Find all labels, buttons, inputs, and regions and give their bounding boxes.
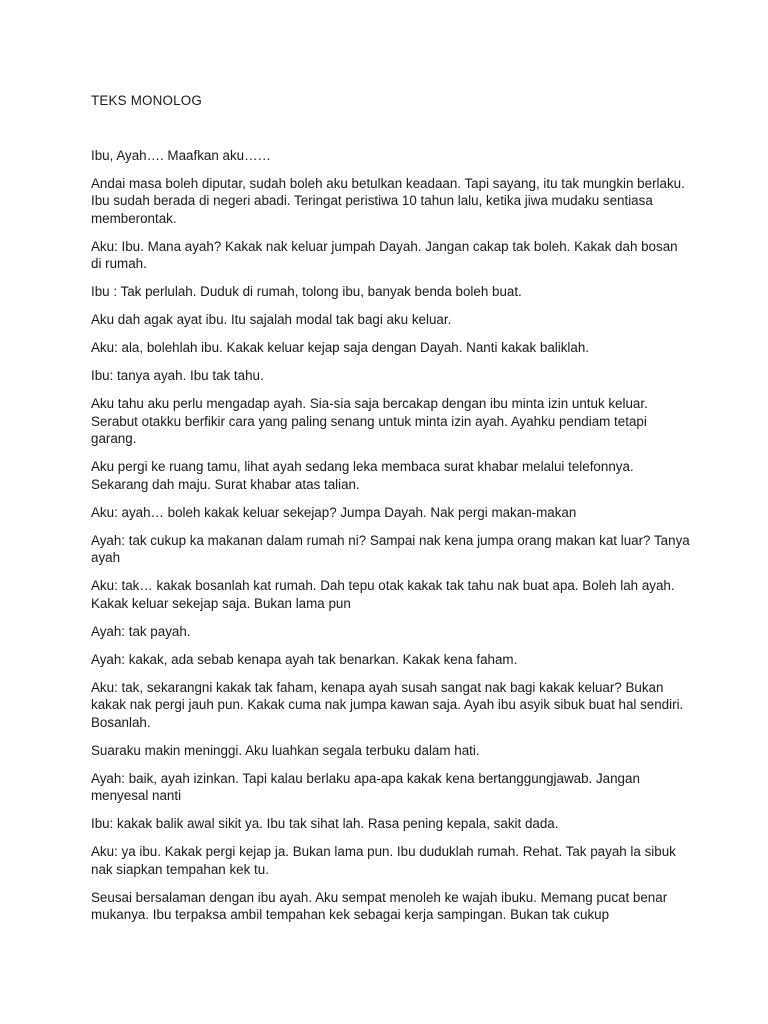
paragraph: Ibu: tanya ayah. Ibu tak tahu. [91,368,264,383]
paragraph: Aku: ya ibu. Kakak pergi kejap ja. Bukan lama pun. Ibu duduklah rumah. Rehat. Tak payah la sibuk nak siapkan tempahan kek tu. [91,844,676,877]
paragraph: Aku: ala, bolehlah ibu. Kakak keluar kejap saja dengan Dayah. Nanti kakak baliklah. [91,340,589,355]
paragraph: Aku pergi ke ruang tamu, lihat ayah sedang leka membaca surat khabar melalui telefonnya. Sekarang dah maju. Surat khabar atas talian. [91,459,634,492]
paragraph: Ibu: kakak balik awal sikit ya. Ibu tak sihat lah. Rasa pening kepala, sakit dada. [91,816,559,831]
paragraph: Ayah: tak cukup ka makanan dalam rumah ni? Sampai nak kena jumpa orang makan kat luar? Tanya ayah [91,532,690,565]
paragraph: Ayah: tak payah. [91,623,191,639]
paragraph: Aku: Ibu. Mana ayah? Kakak nak keluar jumpah Dayah. Jangan cakap tak boleh. Kakak dah bosan di rumah. [91,238,678,271]
paragraph: Aku: ayah… boleh kakak keluar sekejap? Jumpa Dayah. Nak pergi makan-makan [91,504,577,520]
paragraph: Suaraku makin meninggi. Aku luahkan segala terbuku dalam hati. [91,742,480,758]
paragraph: Aku dah agak ayat ibu. Itu sajalah modal tak bagi aku keluar. [91,312,452,327]
paragraph: Aku tahu aku perlu mengadap ayah. Sia-sia saja bercakap dengan ibu minta izin untuk keluar. Serabut otakku berfikir cara yang paling senang untuk minta izin ayah. Ayahku pendiam tetapi garang. [91,396,648,446]
document-page [91,92,691,934]
paragraph: Ibu : Tak perlulah. Duduk di rumah, tolong ibu, banyak benda boleh buat. [91,284,522,299]
paragraph: Ayah: kakak, ada sebab kenapa ayah tak benarkan. Kakak kena faham. [91,651,518,667]
paragraph: Aku: tak… kakak bosanlah kat rumah. Dah tepu otak kakak tak tahu nak buat apa. Boleh lah ayah. Kakak keluar sekejap saja. Bukan lama pun [91,578,675,611]
paragraph: Andai masa boleh diputar, sudah boleh aku betulkan keadaan. Tapi sayang, itu tak mungkin berlaku. Ibu sudah berada di negeri abadi. Teringat peristiwa 10 tahun lalu, ketika jiwa mudaku sentiasa memberontak. [91,175,685,226]
paragraph: Ayah: baik, ayah izinkan. Tapi kalau berlaku apa-apa kakak kena bertanggungjawab. Jangan menyesal nanti [91,770,640,803]
document-title: TEKS MONOLOG [91,93,203,108]
paragraph: Ibu, Ayah…. Maafkan aku…… [91,147,271,163]
paragraph: Seusai bersalaman dengan ibu ayah. Aku sempat menoleh ke wajah ibuku. Memang pucat benar mukanya. Ibu terpaksa ambil tempahan kek sebagai kerja sampingan. Bukan tak cukup [91,889,668,922]
paragraph: Aku: tak, sekarangni kakak tak faham, kenapa ayah susah sangat nak bagi kakak keluar? Bukan kakak nak pergi jauh pun. Kakak cuma nak jumpa kawan saja. Ayah ibu asyik sibuk buat hal sendiri. Bosanlah. [91,679,684,730]
